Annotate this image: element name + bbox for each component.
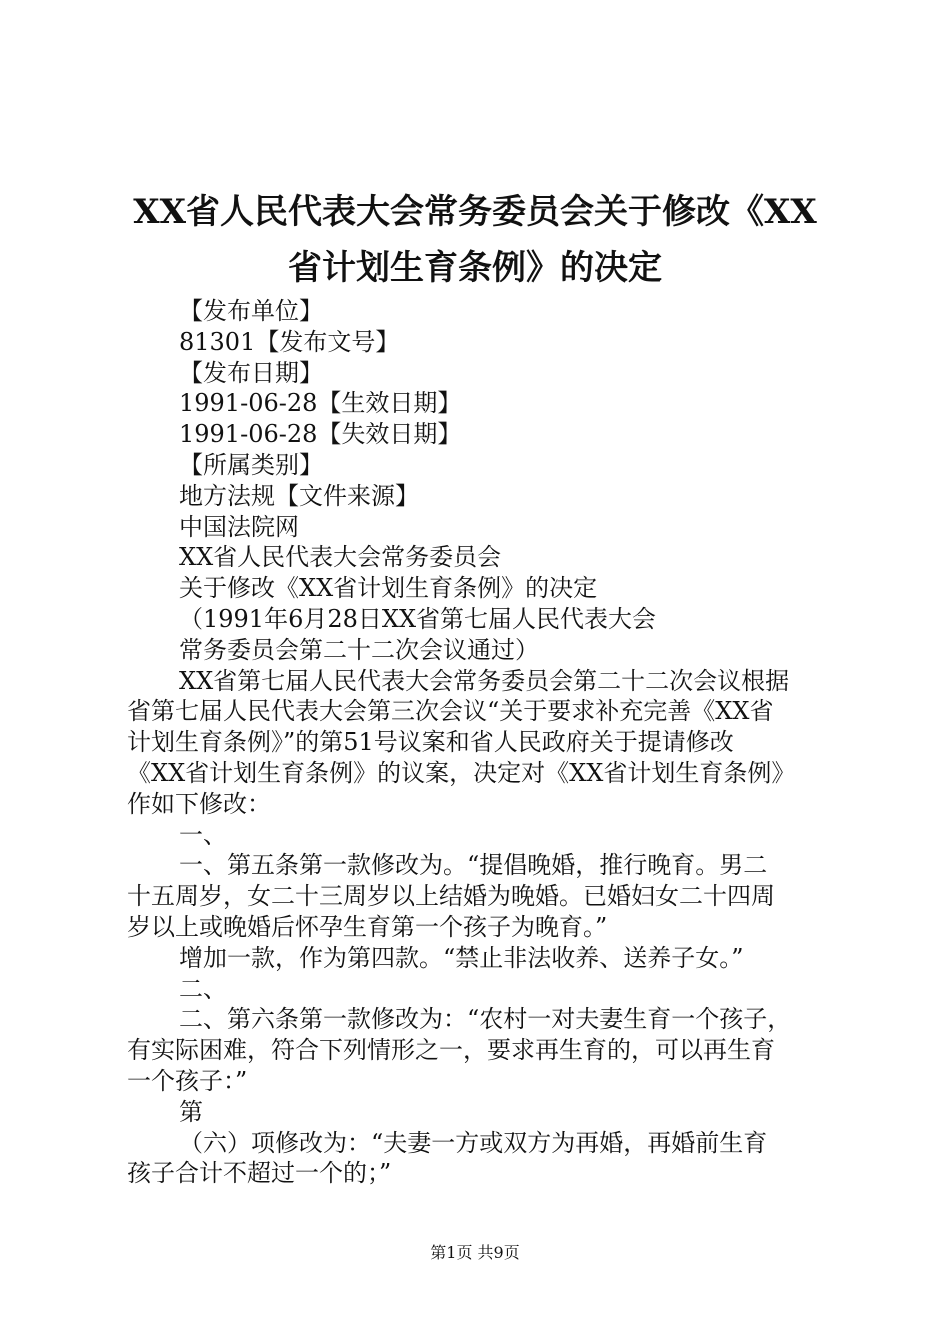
page-footer: 第1页 共9页 bbox=[430, 1243, 520, 1262]
paragraph-line: 岁以上或晚婚后怀孕生育第一个孩子为晚育。” bbox=[127, 912, 608, 941]
document-title-line1: XX省人民代表大会常务委员会关于修改《XX bbox=[133, 192, 817, 232]
paragraph-line: 有实际困难，符合下列情形之一，要求再生育的，可以再生育 bbox=[127, 1036, 775, 1065]
field-publish-date: 【发布日期】 bbox=[179, 358, 323, 387]
paragraph-line: （六）项修改为：“夫妻一方或双方为再婚，再婚前生育 bbox=[179, 1128, 768, 1157]
paragraph-line: 一、第五条第一款修改为。“提倡晚婚，推行晚育。男二 bbox=[179, 851, 768, 880]
paragraph-line: 计划生育条例》”的第51号议案和省人民政府关于提请修改 bbox=[127, 728, 734, 757]
paragraph-line: 二、第六条第一款修改为：“农村一对夫妻生育一个孩子， bbox=[179, 1005, 792, 1034]
field-doc-number: 81301【发布文号】 bbox=[179, 327, 400, 356]
paragraph-line: 十五周岁，女二十三周岁以上结婚为晚婚。已婚妇女二十四周 bbox=[127, 882, 775, 911]
decision-heading: 关于修改《XX省计划生育条例》的决定 bbox=[179, 574, 598, 603]
field-source-value: 中国法院网 bbox=[179, 512, 299, 541]
field-source: 地方法规【文件来源】 bbox=[179, 481, 419, 510]
section-number: 一、 bbox=[179, 820, 227, 849]
paragraph-line: XX省第七届人民代表大会常务委员会第二十二次会议根据 bbox=[179, 666, 790, 695]
field-publisher: 【发布单位】 bbox=[179, 297, 323, 325]
adoption-note-line1: （1991年6月28日XX省第七届人民代表大会 bbox=[179, 604, 657, 633]
field-effective-date: 1991-06-28【生效日期】 bbox=[179, 389, 462, 418]
field-category: 【所属类别】 bbox=[179, 450, 323, 479]
paragraph-line: 第 bbox=[179, 1097, 203, 1126]
paragraph-line: 孩子合计不超过一个的；” bbox=[127, 1159, 392, 1188]
paragraph-line: 作如下修改： bbox=[127, 789, 271, 818]
adoption-note-line2: 常务委员会第二十二次会议通过） bbox=[179, 635, 539, 664]
document-body bbox=[127, 296, 837, 1189]
field-expiry-date: 1991-06-28【失效日期】 bbox=[179, 420, 462, 449]
issuer-heading: XX省人民代表大会常务委员会 bbox=[179, 543, 502, 572]
paragraph-line: 一个孩子：” bbox=[127, 1066, 248, 1095]
document-title-line2: 省计划生育条例》的决定 bbox=[288, 248, 662, 288]
paragraph-line: 增加一款，作为第四款。“禁止非法收养、送养子女。” bbox=[179, 943, 744, 972]
paragraph-line: 省第七届人民代表大会第三次会议“关于要求补充完善《XX省 bbox=[127, 697, 774, 726]
section-number: 二、 bbox=[179, 974, 227, 1003]
paragraph-line: 《XX省计划生育条例》的议案，决定对《XX省计划生育条例》 bbox=[127, 758, 796, 787]
